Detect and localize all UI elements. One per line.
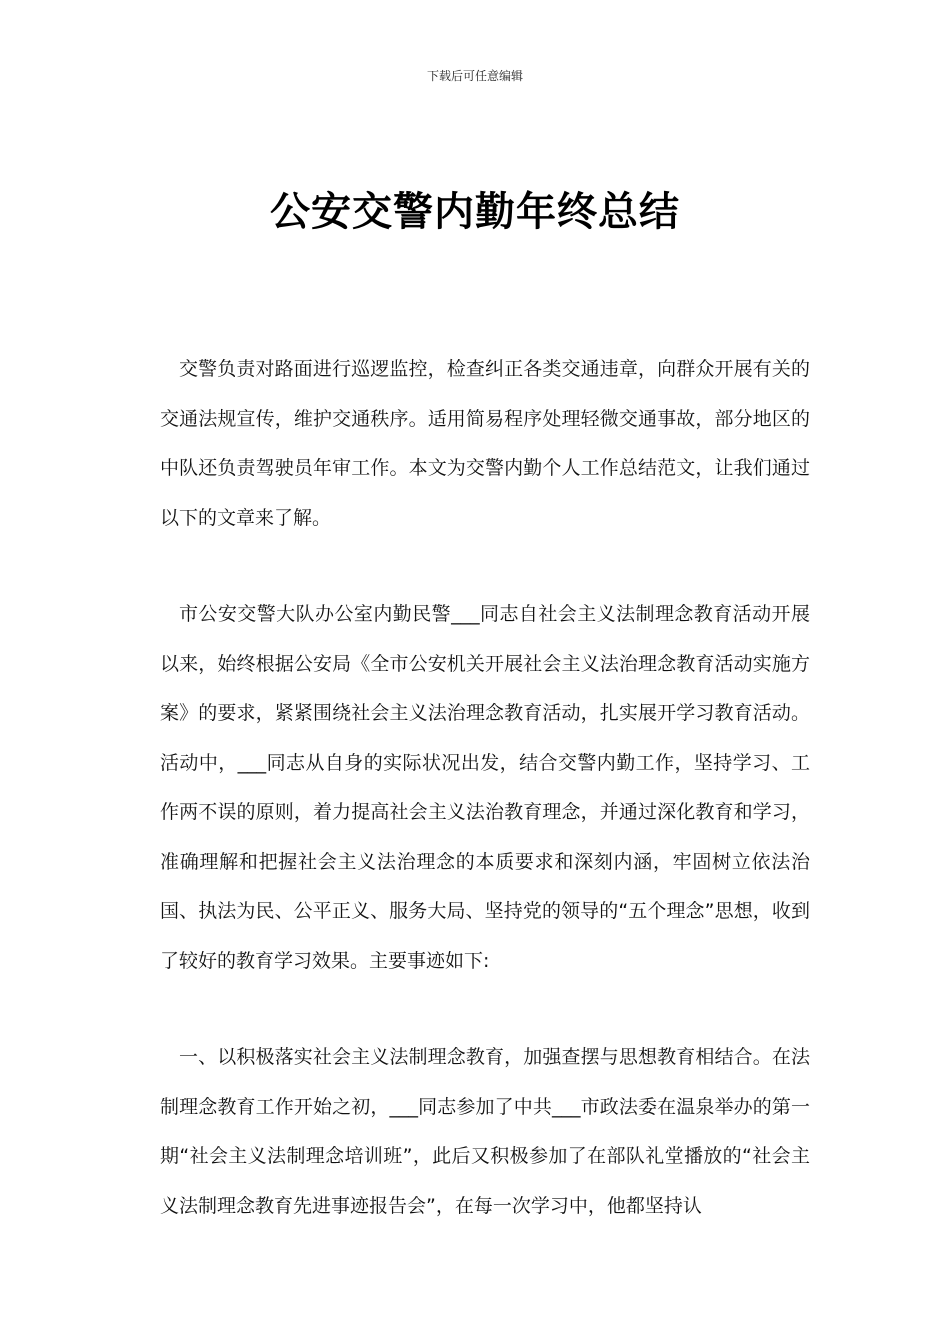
document-title: 公安交警内勤年终总结 <box>270 189 680 235</box>
document-body <box>160 345 810 1231</box>
paragraph-intro: 交警负责对路面进行巡逻监控，检查纠正各类交通违章，向群众开展有关的交通法规宣传，维护交通秩序。适用简易程序处理轻微交通事故，部分地区的中队还负责驾驶员年审工作。本文为交警内勤个人工作总结范文，让我们通过以下的文章来了解。 <box>160 358 810 529</box>
header-note: 下载后可任意编辑 <box>426 69 523 83</box>
paragraph-background: 市公安交警大队办公室内勤民警___同志自社会主义法制理念教育活动开展以来，始终根据公安局《全市公安机关开展社会主义法治理念教育活动实施方案》的要求，紧紧围绕社会主义法治理念教育活动，扎实展开学习教育活动。活动中，___同志从自身的实际状况出发，结合交警内勤工作，坚持学习、工作两不误的原则，着力提高社会主义法治教育理念，并通过深化教育和学习，准确理解和把握社会主义法治理念的本质要求和深刻内涵，牢固树立依法治国、执法为民、公平正义、服务大局、坚持党的领导的“五个理念”思想，收到了较好的教育学习效果。主要事迹如下: <box>160 603 810 972</box>
paragraph-section-one: 一、以积极落实社会主义法制理念教育，加强查摆与思想教育相结合。在法制理念教育工作开始之初，___同志参加了中共___市政法委在温泉举办的第一期“社会主义法制理念培训班”，此后又积极参加了在部队礼堂播放的“社会主义法制理念教育先进事迹报告会”，在每一次学习中，他都坚持认 <box>160 1046 810 1217</box>
